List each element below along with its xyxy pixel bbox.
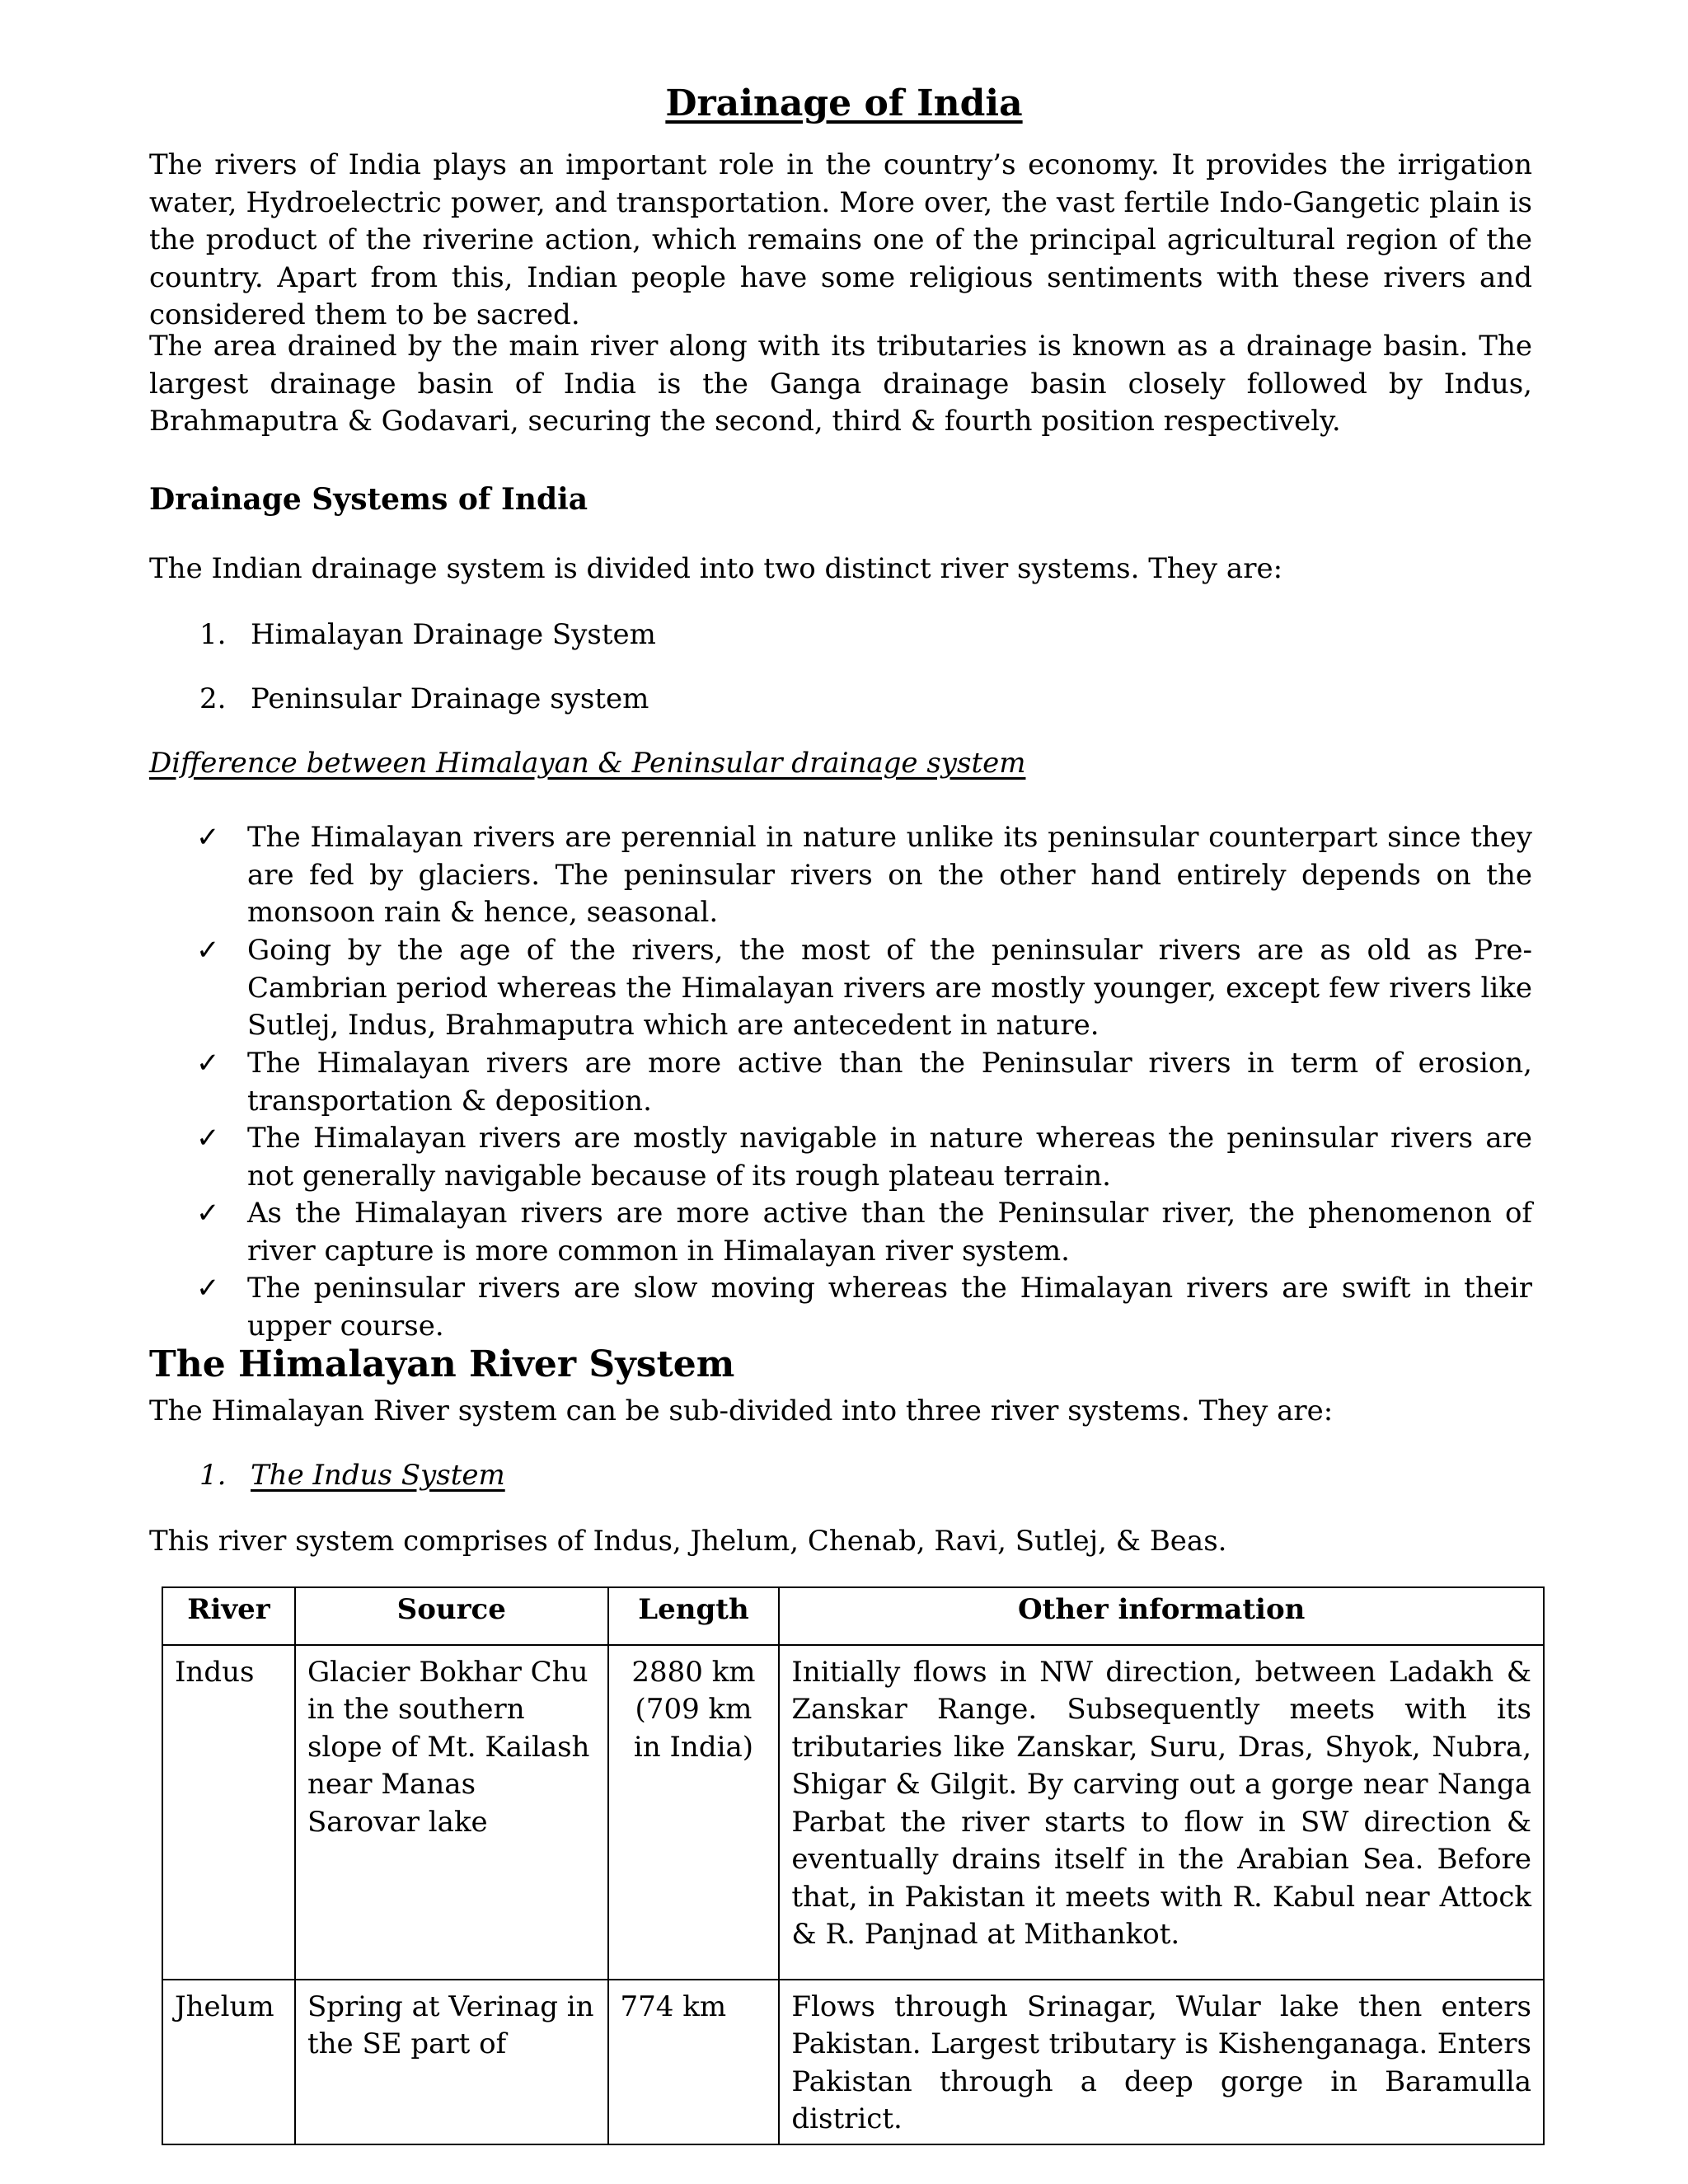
column-header: Length	[608, 1587, 780, 1645]
river-cell: Jhelum	[162, 1980, 295, 2144]
bullet-point	[196, 1120, 1532, 1195]
check-icon: ✓	[196, 1122, 220, 1155]
section-heading: The Himalayan River System	[149, 1343, 735, 1385]
length-cell: 2880 km (709 km in India)	[608, 1645, 780, 1980]
bullet-text: The Himalayan rivers are perennial in nature unlike its peninsular counterpart since they are fed by glaciers. The peninsular rivers on the other hand entirely depends on the monsoon rain & hence, seasonal.	[247, 821, 1532, 929]
column-header: River	[162, 1587, 295, 1645]
rivers-table	[162, 1586, 1545, 2145]
page-title: Drainage of India	[665, 82, 1023, 124]
subsection-heading: Difference between Himalayan & Peninsular drainage system	[149, 747, 1026, 780]
indus-intro: This river system comprises of Indus, Jhelum, Chenab, Ravi, Sutlej, & Beas.	[149, 1525, 1227, 1558]
check-icon: ✓	[196, 934, 220, 967]
check-icon: ✓	[196, 1197, 220, 1230]
bullet-point	[196, 932, 1532, 1045]
section-heading: Drainage Systems of India	[149, 482, 588, 517]
bullet-point	[196, 1195, 1532, 1270]
list-number: 1.	[199, 618, 227, 651]
bullet-text: The Himalayan rivers are more active than the Peninsular rivers in term of erosion, transportation & deposition.	[247, 1047, 1532, 1118]
length-cell: 774 km	[608, 1980, 780, 2144]
table-row	[162, 1645, 1544, 1980]
list-number: 1.	[199, 1459, 227, 1492]
bullet-text: Going by the age of the rivers, the most of the peninsular rivers are as old as Pre-Cambrian period whereas the Himalayan rivers are mostly younger, except few rivers like Sutlej, Indus, Brahmaputra which are antecedent in nature.	[247, 934, 1532, 1042]
bullet-text: As the Himalayan rivers are more active than the Peninsular river, the phenomenon of river capture is more common in Himalayan river system.	[247, 1197, 1532, 1268]
himalayan-intro: The Himalayan River system can be sub-divided into three river systems. They are:	[149, 1394, 1334, 1427]
check-icon: ✓	[196, 821, 220, 854]
check-icon: ✓	[196, 1272, 220, 1305]
list-text: Peninsular Drainage system	[251, 682, 649, 715]
intro-paragraph: The area drained by the main river along with its tributaries is known as a drainage basin. The largest drainage basin of India is the Ganga drainage basin closely followed by Indus, Brahmaputra & Godavari, securing the second, third & fourth position respectively.	[149, 330, 1532, 438]
list-number: 2.	[199, 682, 227, 715]
river-cell: Indus	[162, 1645, 295, 1980]
systems-intro: The Indian drainage system is divided into two distinct river systems. They are:	[149, 552, 1283, 585]
list-text: The Indus System	[251, 1459, 505, 1492]
source-cell: Spring at Verinag in the SE part of	[295, 1980, 608, 2144]
bullet-point	[196, 1045, 1532, 1120]
bullet-point	[196, 1270, 1532, 1345]
info-cell: Initially flows in NW direction, between Ladakh & Zanskar Range. Subsequently meets with its tributaries like Zanskar, Suru, Dras, Shyok, Nubra, Shigar & Gilgit. By carving out a gorge near Nanga Parbat the river starts to flow in SW direction & eventually drains itself in the Arabian Sea. Before that, in Pakistan it meets with R. Kabul near Attock & R. Panjnad at Mithankot.	[779, 1645, 1544, 1980]
bullet-point	[196, 819, 1532, 932]
column-header: Other information	[779, 1587, 1544, 1645]
table-row	[162, 1980, 1544, 2144]
bullet-text: The peninsular rivers are slow moving whereas the Himalayan rivers are swift in their upper course.	[247, 1272, 1532, 1343]
column-header: Source	[295, 1587, 608, 1645]
source-cell: Glacier Bokhar Chu in the southern slope of Mt. Kailash near Manas Sarovar lake	[295, 1645, 608, 1980]
info-cell: Flows through Srinagar, Wular lake then enters Pakistan. Largest tributary is Kishenganaga. Enters Pakistan through a deep gorge in Baramulla district.	[779, 1980, 1544, 2144]
table-header-row	[162, 1587, 1544, 1645]
list-text: Himalayan Drainage System	[251, 618, 656, 651]
check-icon: ✓	[196, 1047, 220, 1080]
bullet-text: The Himalayan rivers are mostly navigable in nature whereas the peninsular rivers are not generally navigable because of its rough plateau terrain.	[247, 1122, 1532, 1193]
intro-paragraph: The rivers of India plays an important role in the country’s economy. It provides the irrigation water, Hydroelectric power, and transportation. More over, the vast fertile Indo-Gangetic plain is the product of the riverine action, which remains one of the principal agricultural region of the country. Apart from this, Indian people have some religious sentiments with these rivers and considered them to be sacred.	[149, 148, 1532, 331]
